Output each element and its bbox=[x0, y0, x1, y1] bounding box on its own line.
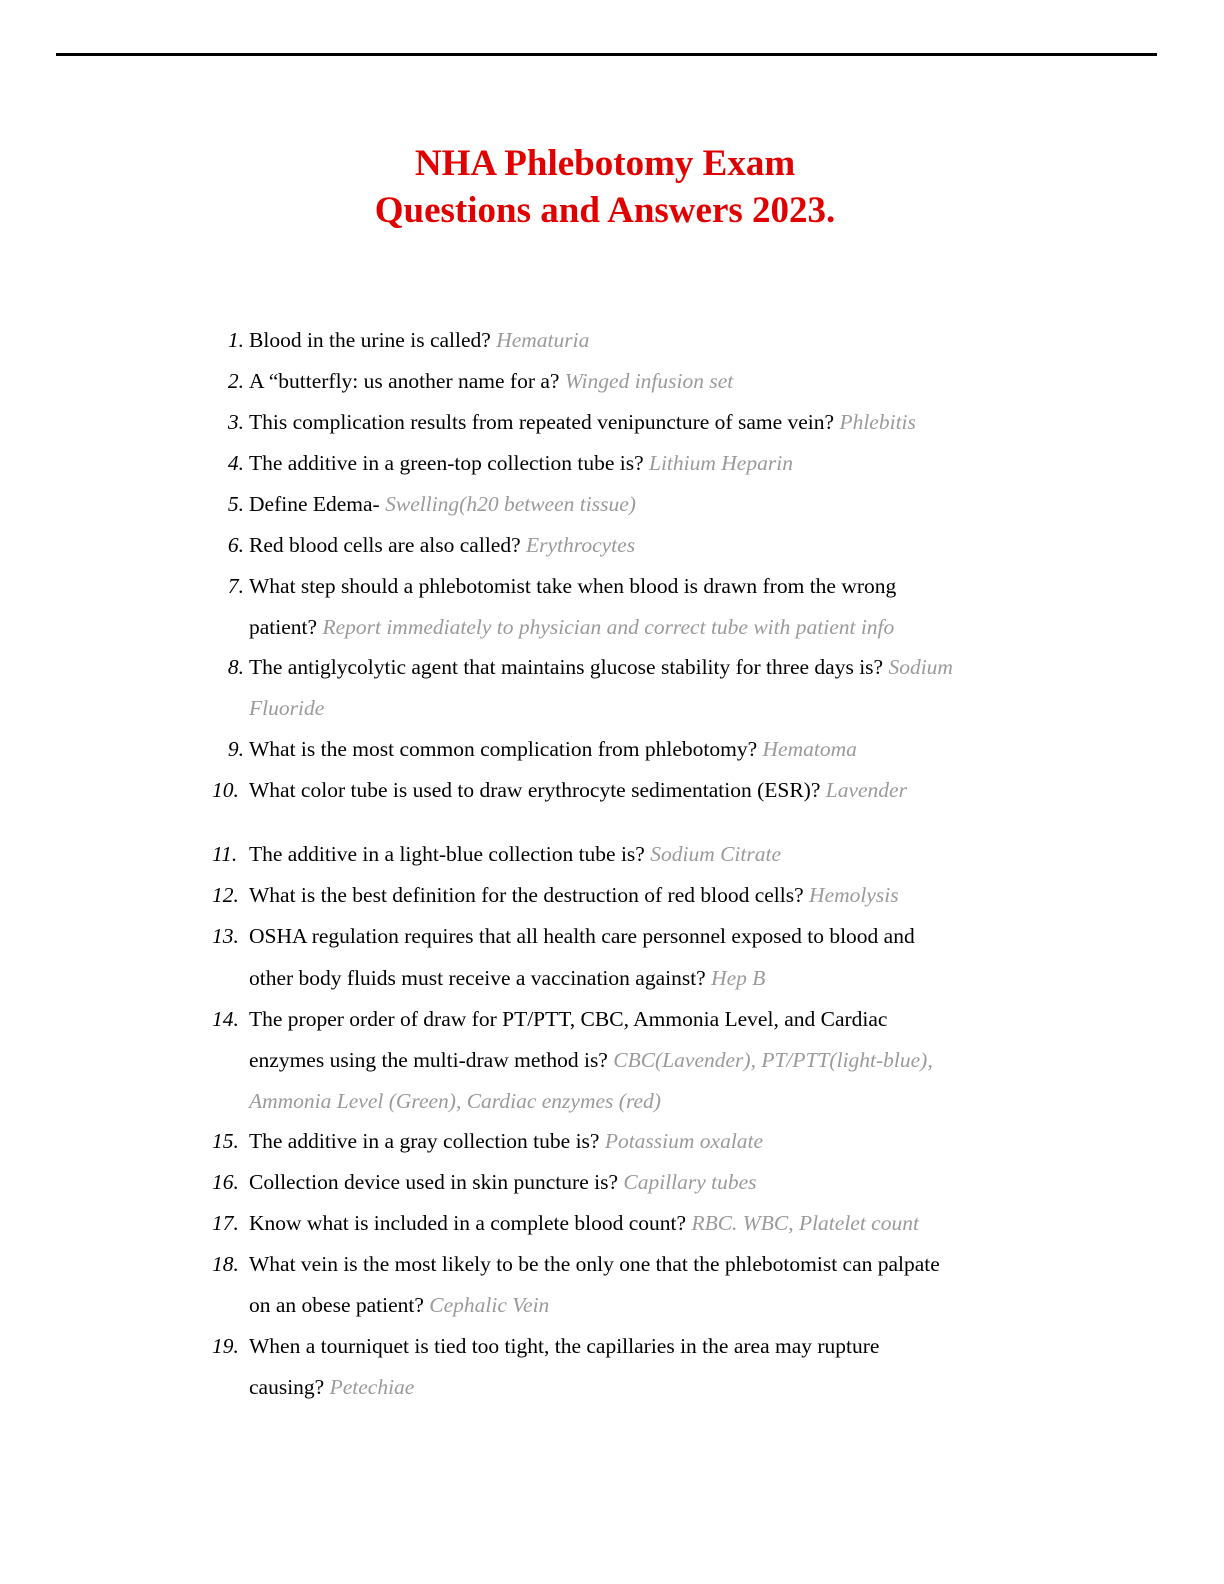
answer-text: Phlebitis bbox=[839, 410, 916, 434]
question-text: This complication results from repeated venipuncture of same vein? bbox=[249, 410, 840, 434]
answer-text: Capillary tubes bbox=[623, 1170, 757, 1194]
question-line bbox=[249, 1006, 887, 1032]
question-line bbox=[249, 1088, 661, 1114]
question-text: The additive in a gray collection tube is? bbox=[249, 1129, 605, 1153]
question-number: 10. bbox=[212, 778, 239, 802]
question-number: 17. bbox=[212, 1211, 239, 1235]
question-line bbox=[249, 654, 953, 680]
question-line bbox=[249, 923, 915, 949]
question-line bbox=[249, 1292, 549, 1318]
answer-text: Cephalic Vein bbox=[429, 1293, 550, 1317]
question-number: 7. bbox=[227, 574, 244, 598]
answer-text: Hep B bbox=[711, 966, 766, 990]
question-number: 15. bbox=[212, 1129, 239, 1153]
answer-text: Fluoride bbox=[249, 696, 325, 720]
question-text: The additive in a light-blue collection tube is? bbox=[249, 842, 651, 866]
question-line bbox=[249, 965, 765, 991]
question-number: 6. bbox=[227, 533, 244, 557]
answer-text: Report immediately to physician and correct tube with patient info bbox=[322, 615, 895, 639]
question-line bbox=[249, 1210, 919, 1236]
question-line bbox=[249, 1333, 879, 1359]
question-text: What color tube is used to draw erythrocyte sedimentation (ESR)? bbox=[249, 778, 826, 802]
question-number: 3. bbox=[227, 410, 244, 434]
question-text: patient? bbox=[249, 615, 323, 639]
question-number: 18. bbox=[212, 1252, 239, 1276]
question-number: 1. bbox=[227, 328, 244, 352]
question-line bbox=[249, 695, 324, 721]
question-text: enzymes using the multi-draw method is? bbox=[249, 1048, 614, 1072]
question-number: 9. bbox=[227, 737, 244, 761]
question-number: 19. bbox=[212, 1334, 239, 1358]
question-line bbox=[249, 1128, 763, 1154]
answer-text: Winged infusion set bbox=[564, 369, 734, 393]
question-text: Collection device used in skin puncture is? bbox=[249, 1170, 624, 1194]
question-text: other body fluids must receive a vaccination against? bbox=[249, 966, 712, 990]
question-line bbox=[249, 882, 899, 908]
question-line bbox=[249, 368, 733, 394]
question-text: Know what is included in a complete blood count? bbox=[249, 1211, 692, 1235]
question-text: Define Edema- bbox=[249, 492, 386, 516]
question-number: 12. bbox=[212, 883, 239, 907]
question-line bbox=[249, 1169, 757, 1195]
answer-text: Sodium bbox=[888, 655, 953, 679]
question-text: The proper order of draw for PT/PTT, CBC, Ammonia Level, and Cardiac bbox=[249, 1007, 888, 1031]
question-text: What step should a phlebotomist take when blood is drawn from the wrong bbox=[249, 574, 897, 598]
question-text: The antiglycolytic agent that maintains glucose stability for three days is? bbox=[249, 655, 889, 679]
question-text: causing? bbox=[249, 1375, 330, 1399]
question-text: The additive in a green-top collection tube is? bbox=[249, 451, 649, 475]
question-text: Blood in the urine is called? bbox=[249, 328, 497, 352]
answer-text: Lavender bbox=[825, 778, 907, 802]
answer-text: Petechiae bbox=[329, 1375, 415, 1399]
title-line-2: Questions and Answers 2023. bbox=[374, 190, 836, 231]
answer-text: Potassium oxalate bbox=[604, 1129, 764, 1153]
question-line bbox=[249, 1374, 414, 1400]
answer-text: Swelling(h20 between tissue) bbox=[385, 492, 636, 516]
question-line bbox=[249, 1251, 940, 1277]
question-number: 14. bbox=[212, 1007, 239, 1031]
answer-text: Sodium Citrate bbox=[650, 842, 782, 866]
question-line bbox=[249, 1047, 933, 1073]
question-number: 5. bbox=[227, 492, 244, 516]
question-text: on an obese patient? bbox=[249, 1293, 430, 1317]
question-number: 16. bbox=[212, 1170, 239, 1194]
answer-text: Ammonia Level (Green), Cardiac enzymes (red) bbox=[249, 1089, 661, 1113]
answer-text: Hemolysis bbox=[809, 883, 899, 907]
question-text: What vein is the most likely to be the only one that the phlebotomist can palpate bbox=[249, 1252, 940, 1276]
question-line bbox=[249, 736, 857, 762]
question-number: 4. bbox=[227, 451, 244, 475]
question-text: When a tourniquet is tied too tight, the capillaries in the area may rupture bbox=[249, 1334, 880, 1358]
question-line bbox=[249, 777, 907, 803]
answer-text: Hematoma bbox=[762, 737, 857, 761]
question-line bbox=[249, 532, 635, 558]
question-number: 2. bbox=[227, 369, 244, 393]
answer-text: Lithium Heparin bbox=[649, 451, 793, 475]
question-text: What is the most common complication from phlebotomy? bbox=[249, 737, 763, 761]
question-line bbox=[249, 573, 896, 599]
question-line bbox=[249, 327, 589, 353]
question-line bbox=[249, 614, 894, 640]
question-line bbox=[249, 409, 916, 435]
question-text: A “butterfly: us another name for a? bbox=[249, 369, 565, 393]
answer-text: Erythrocytes bbox=[526, 533, 636, 557]
answer-text: CBC(Lavender), PT/PTT(light-blue), bbox=[613, 1048, 933, 1072]
question-text: Red blood cells are also called? bbox=[249, 533, 527, 557]
question-line bbox=[249, 450, 793, 476]
question-number: 8. bbox=[227, 655, 244, 679]
question-text: OSHA regulation requires that all health care personnel exposed to blood and bbox=[249, 924, 915, 948]
question-line bbox=[249, 491, 636, 517]
answer-text: RBC. WBC, Platelet count bbox=[691, 1211, 919, 1235]
answer-text: Hematuria bbox=[496, 328, 590, 352]
question-line bbox=[249, 841, 781, 867]
title-line-1: NHA Phlebotomy Exam bbox=[414, 143, 796, 184]
question-text: What is the best definition for the destruction of red blood cells? bbox=[249, 883, 810, 907]
question-number: 11. bbox=[212, 842, 238, 866]
question-number: 13. bbox=[212, 924, 239, 948]
